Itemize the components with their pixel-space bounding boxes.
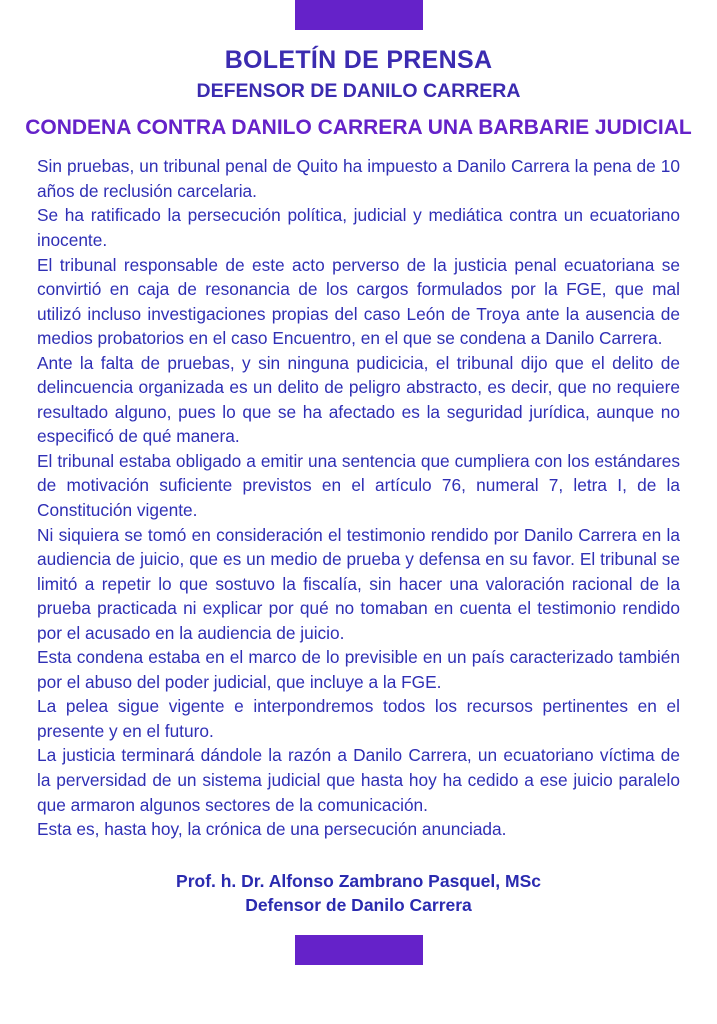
document-header: [0, 46, 717, 140]
bottom-accent-bar-container: [0, 917, 717, 965]
paragraph: Ni siquiera se tomó en consideración el testimonio rendido por Danilo Carrera en la audiencia de juicio, que es un medio de prueba y defensa en su favor. El tribunal se limitó a repetir lo que sostuvo la fiscalía, sin hacer una valoración racional de la prueba practicada ni explicar por qué no tomaban en cuenta el testimonio rendido por el acusado en la audiencia de juicio.: [37, 524, 680, 643]
paragraph: Esta condena estaba en el marco de lo previsible en un país caracterizado también por el abuso del poder judicial, que incluye a la FGE.: [37, 647, 680, 692]
paragraph: La justicia terminará dándole la razón a Danilo Carrera, un ecuatoriano víctima de la perversidad de un sistema judicial que hasta hoy ha cedido a ese juicio paralelo que armaron algunos sectores de la comunicación.: [37, 745, 680, 815]
paragraph: Esta es, hasta hoy, la crónica de una persecución anunciada.: [37, 819, 507, 840]
paragraph: Sin pruebas, un tribunal penal de Quito ha impuesto a Danilo Carrera la pena de 10 años de reclusión carcelaria.: [37, 156, 680, 201]
paragraph: El tribunal estaba obligado a emitir una sentencia que cumpliera con los estándares de motivación suficiente previstos en el artículo 76, numeral 7, letra I, de la Constitución vigente.: [37, 450, 680, 520]
page-title: BOLETÍN DE PRENSA: [224, 46, 493, 74]
signature-role: Defensor de Danilo Carrera: [245, 895, 472, 916]
paragraph: La pelea sigue vigente e interpondremos todos los recursos pertinentes en el presente y en el futuro.: [37, 696, 680, 741]
paragraph: Se ha ratificado la persecución política, judicial y mediática contra un ecuatoriano inocente.: [37, 205, 680, 250]
headline: CONDENA CONTRA DANILO CARRERA UNA BARBARIE JUDICIAL: [25, 116, 692, 140]
paragraph: El tribunal responsable de este acto perverso de la justicia penal ecuatoriana se convirtió en caja de resonancia de los cargos formulados por la FGE, que mal utilizó incluso investigaciones propias del caso León de Troya ante la ausencia de medios probatorios en el caso Encuentro, en el que se condena a Danilo Carrera.: [37, 254, 680, 349]
top-accent-bar-container: [0, 0, 717, 30]
paragraph: Ante la falta de pruebas, y sin ninguna pudicicia, el tribunal dijo que el delito de delincuencia organizada es un delito de peligro abstracto, es decir, que no requiere resultado alguno, pues lo que se ha afectado es la seguridad jurídica, aunque no especificó de qué manera.: [37, 352, 680, 447]
bottom-accent-bar: [295, 935, 423, 965]
page-subtitle: DEFENSOR DE DANILO CARRERA: [196, 79, 521, 102]
top-accent-bar: [295, 0, 423, 30]
signature-name: Prof. h. Dr. Alfonso Zambrano Pasquel, MSc: [176, 870, 541, 891]
signature-block: [0, 870, 717, 918]
document-body: [19, 154, 698, 841]
